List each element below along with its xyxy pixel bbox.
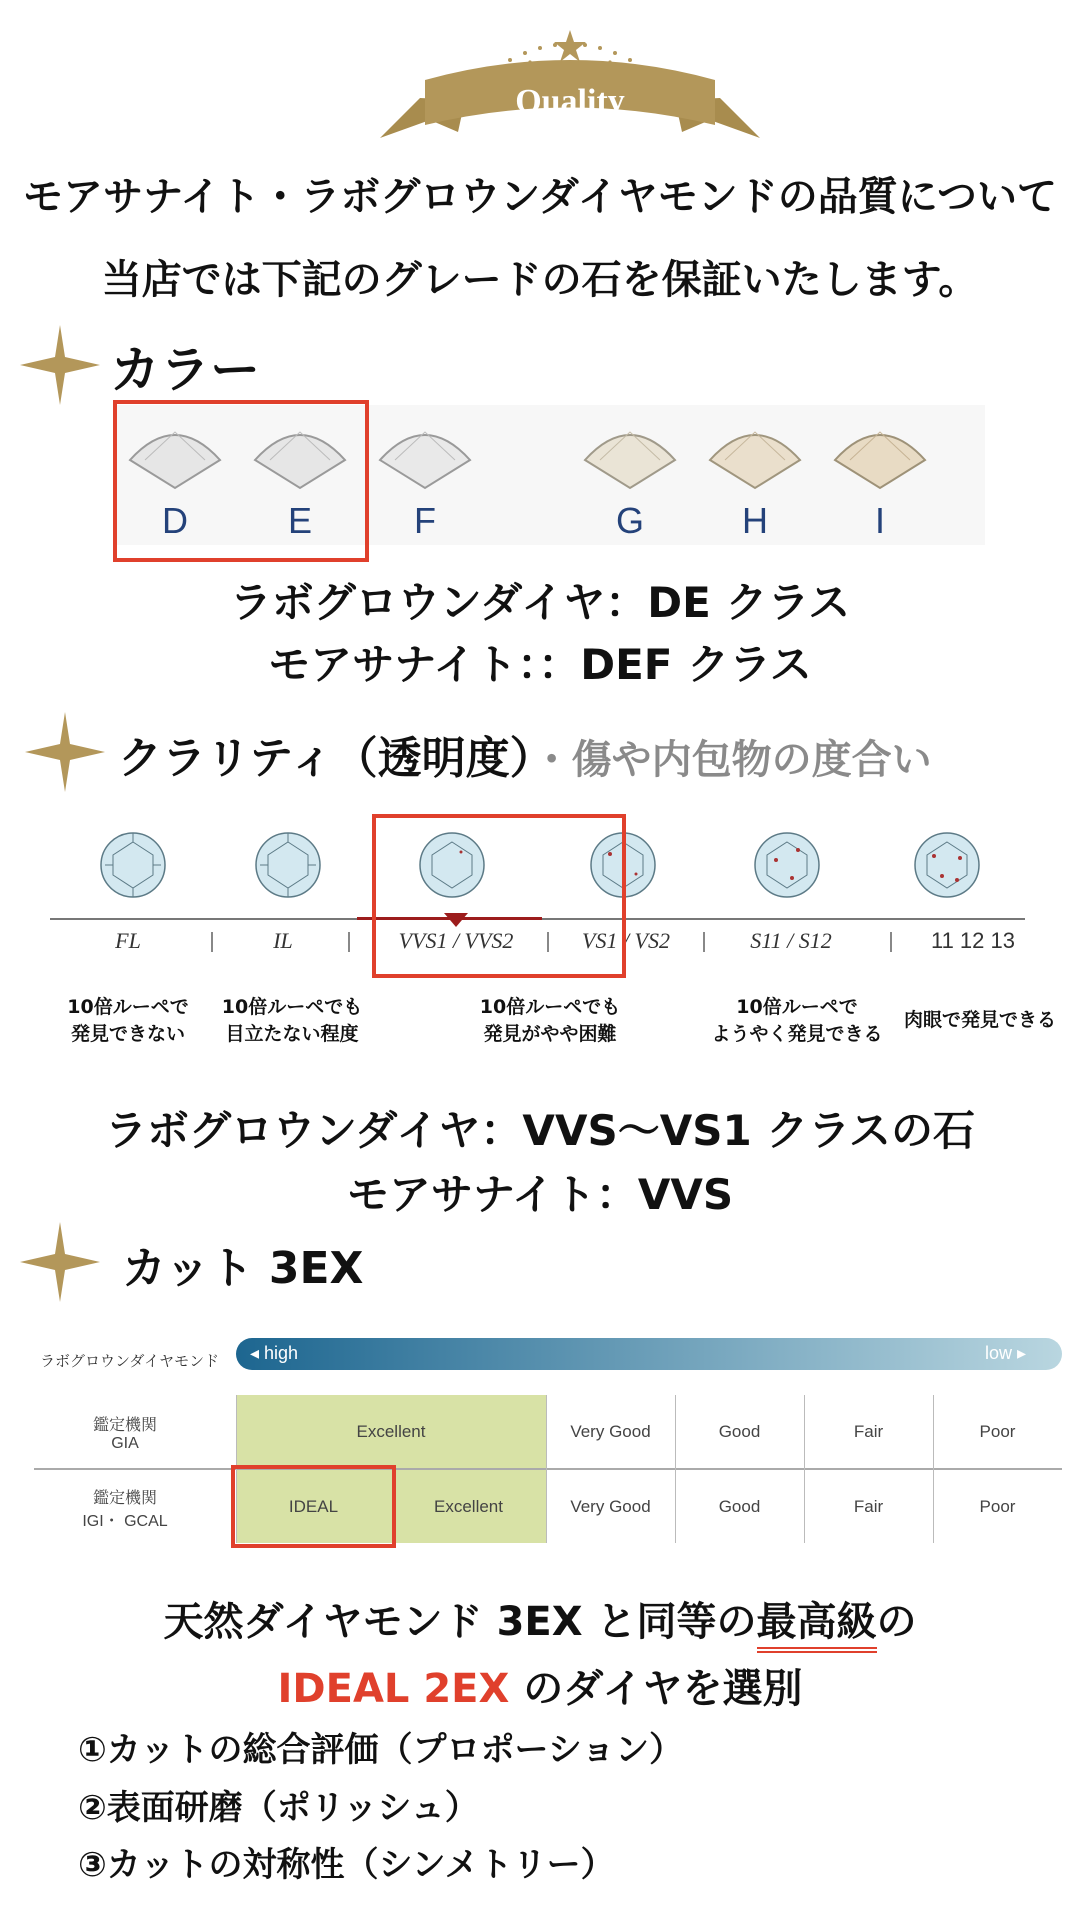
- gia-cell: Poor: [979, 1421, 1016, 1441]
- cut-criteria-3: ③カットの対称性（シンメトリー）: [78, 1845, 615, 1885]
- color-grade-f: F: [414, 500, 436, 541]
- color-grade-g: G: [615, 500, 644, 541]
- org-gia: [40, 1405, 210, 1460]
- summary-emphasis: 最高級: [757, 1599, 877, 1653]
- clarity-tick: [703, 932, 705, 952]
- clarity-desc-line: 肉眼で発見できる: [903, 1009, 1056, 1031]
- color-highlight-box: [113, 400, 369, 562]
- quality-banner: [360, 20, 780, 140]
- color-heading: カラー: [110, 341, 260, 399]
- clarity-desc-line: 10倍ルーペで: [736, 996, 858, 1018]
- color-grade-e: E: [287, 500, 312, 541]
- clarity-desc-1: [33, 994, 223, 1048]
- diamond-icon: [580, 420, 680, 490]
- summary-text: の: [876, 1599, 917, 1645]
- round-diamond-icon: [752, 830, 822, 900]
- intro-line-2: 当店では下記のグレードの石を保証いたします。: [101, 257, 979, 303]
- ideal-highlight-box: [231, 1465, 396, 1548]
- scale-bar: [236, 1338, 1062, 1370]
- star-icon: [20, 325, 100, 405]
- org-label: 鑑定機関: [92, 1489, 157, 1507]
- clarity-grade-i: 11 12 13: [930, 928, 1015, 953]
- clarity-desc-line: 発見できない: [70, 1023, 185, 1045]
- cut-summary-line-2: [0, 1657, 1080, 1714]
- igi-cell: Good: [718, 1496, 761, 1516]
- gia-cell: Very Good: [570, 1421, 651, 1441]
- org-igi-gcal: [40, 1480, 210, 1535]
- clarity-desc-line: 10倍ルーペで: [67, 996, 189, 1018]
- banner-label: Quality: [515, 83, 625, 120]
- round-diamond-icon: [912, 830, 982, 900]
- scale-high-label: ◂ high: [250, 1343, 299, 1363]
- cut-heading: カット 3EX: [122, 1243, 364, 1294]
- clarity-tick: [348, 932, 350, 952]
- gia-cell: Good: [718, 1421, 761, 1441]
- intro-line-1: モアサナイト・ラボグロウンダイヤモンドの品質について: [23, 174, 1057, 220]
- igi-cell: Poor: [979, 1496, 1016, 1516]
- clarity-desc-2: [197, 994, 387, 1048]
- clarity-grade-vs: VS1 / VS2: [582, 928, 670, 953]
- org-name: IGI・ GCAL: [82, 1512, 168, 1530]
- clarity-grade-si: S11 / S12: [750, 928, 832, 953]
- clarity-desc-line: ようやく発見できる: [711, 1023, 883, 1045]
- diamond-icon: [830, 420, 930, 490]
- summary-text: 天然ダイヤモンド 3EX と同等の: [163, 1599, 757, 1645]
- clarity-grade-il: IL: [273, 928, 293, 953]
- org-name: GIA: [111, 1435, 139, 1452]
- clarity-result-line-1: ラボグロウンダイヤ：VVS〜VS1 クラスの石: [104, 1106, 976, 1155]
- color-grade-i: I: [874, 500, 885, 541]
- color-result-line-1: ラボグロウンダイヤ：DE クラス: [229, 578, 851, 627]
- clarity-tick: [890, 932, 892, 952]
- diamond-icon: [705, 420, 805, 490]
- clarity-result-line-2: モアサナイト：VVS: [346, 1170, 734, 1219]
- org-label: 鑑定機関: [92, 1417, 157, 1434]
- clarity-heading-text: クラリティ（透明度）: [118, 733, 532, 784]
- clarity-desc-line: 発見がやや困難: [483, 1023, 617, 1045]
- cut-criteria-2: ②表面研磨（ポリッシュ）: [78, 1788, 479, 1828]
- color-grade-d: D: [162, 500, 188, 541]
- summary-text: のダイヤを選別: [509, 1666, 803, 1712]
- diamond-icon: [375, 420, 475, 490]
- clarity-desc-4: [702, 994, 892, 1048]
- scale-label: ラボグロウンダイヤモンド: [40, 1352, 220, 1370]
- color-grade-h: H: [742, 500, 768, 541]
- clarity-grade-fl: FL: [115, 928, 141, 953]
- igi-cell: Very Good: [570, 1496, 651, 1516]
- clarity-heading: [118, 722, 932, 786]
- clarity-highlight-box: [372, 814, 626, 978]
- igi-cell: IDEAL: [288, 1496, 339, 1516]
- clarity-subheading: ・傷や内包物の度合い: [531, 737, 932, 783]
- scale-low-label: low ▸: [985, 1343, 1027, 1363]
- round-diamond-icon: [98, 830, 168, 900]
- star-icon: [25, 712, 105, 792]
- cut-criteria-1: ①カットの総合評価（プロポーション）: [78, 1730, 684, 1770]
- clarity-grade-vvs: VVS1 / VVS2: [398, 928, 514, 953]
- round-diamond-icon: [253, 830, 323, 900]
- clarity-desc-line: 10倍ルーペでも: [479, 996, 621, 1018]
- clarity-desc-3: [455, 994, 645, 1048]
- clarity-desc-line: 10倍ルーペでも: [221, 996, 363, 1018]
- gia-cell: Excellent: [356, 1421, 426, 1441]
- igi-cell: Excellent: [434, 1496, 503, 1516]
- clarity-desc-line: 目立たない程度: [225, 1023, 359, 1045]
- cut-summary-line-1: [0, 1590, 1080, 1647]
- gia-cell: Fair: [853, 1421, 884, 1441]
- igi-cell: Fair: [853, 1496, 884, 1516]
- color-result-line-2: モアサナイト：：DEF クラス: [268, 640, 812, 689]
- ideal-2ex-text: IDEAL 2EX: [277, 1666, 510, 1712]
- star-icon: [20, 1222, 100, 1302]
- ribbon-icon: [360, 20, 780, 140]
- clarity-desc-5: [885, 1007, 1075, 1034]
